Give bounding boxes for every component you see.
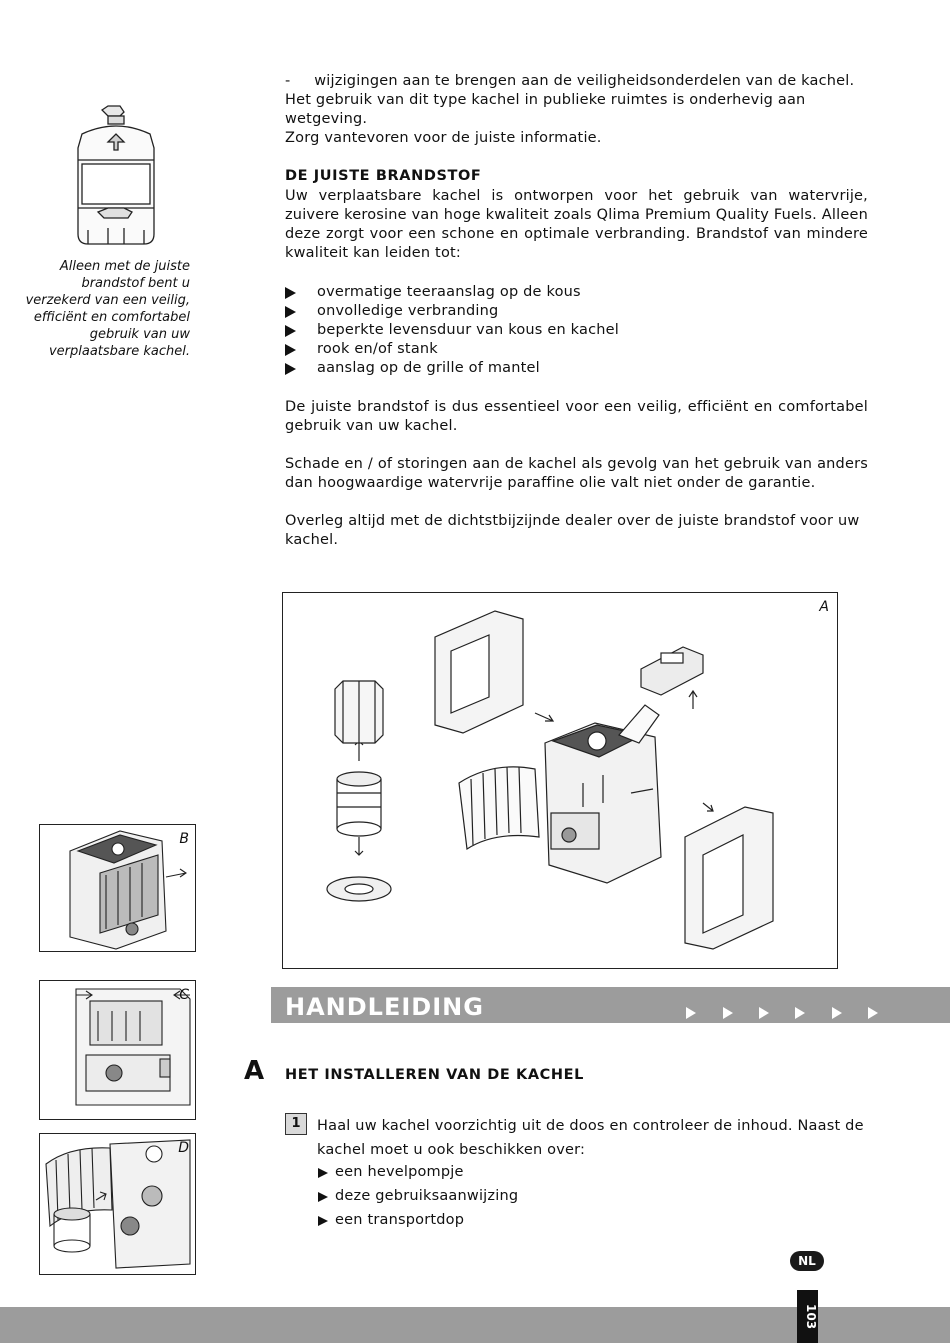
- list-item: onvolledige verbranding: [285, 302, 868, 321]
- fuel-paragraph-4: Overleg altijd met de dichtstbijzijnde dealer over de juiste brandstof voor uw kachel.: [285, 513, 860, 548]
- step-line-2: kachel moet u ook beschikken over:: [317, 1142, 586, 1158]
- list-item: een transportdop: [317, 1211, 717, 1235]
- triangle-bullet-icon: [285, 363, 296, 375]
- list-item: rook en/of stank: [285, 340, 868, 359]
- list-item: deze gebruiksaanwijzing: [317, 1187, 717, 1211]
- language-badge: NL: [790, 1251, 824, 1271]
- intro-block: [285, 72, 875, 148]
- figure-c-heater: [39, 980, 196, 1120]
- arrow-right-icon: [868, 1007, 878, 1019]
- triangle-bullet-icon: [285, 344, 296, 356]
- step-number-badge: 1: [285, 1113, 307, 1135]
- figure-d-heater: [39, 1133, 196, 1275]
- fuel-can-illustration: [68, 104, 164, 248]
- step-text: [317, 1114, 877, 1162]
- intro-dash-text: wijzigingen aan te brengen aan de veiligheidsonderdelen van de kachel.: [314, 73, 855, 89]
- figure-a-label: A: [819, 599, 829, 615]
- triangle-bullet-icon: [285, 325, 296, 337]
- fuel-paragraph-2: De juiste brandstof is dus essentieel voor een veilig, efficiënt en comfortabel gebruik van uw kachel.: [285, 399, 868, 434]
- list-item: overmatige teeraanslag op de kous: [285, 283, 868, 302]
- triangle-bullet-icon: [318, 1216, 328, 1226]
- arrow-right-icon: [759, 1007, 769, 1019]
- list-item: een hevelpompje: [317, 1163, 717, 1187]
- page-number: 103: [797, 1290, 818, 1343]
- fuel-paragraph: Uw verplaatsbare kachel is ontworpen voor het gebruik van watervrije, zuivere kerosine van hoge kwaliteit zoals Qlima Premium Quality Fuels. Alleen deze zorgt voor een schone en optimale verbranding. Brandstof van mindere kwaliteit kan leiden tot:: [285, 188, 868, 261]
- arrow-right-icon: [795, 1007, 805, 1019]
- arrow-right-icon: [723, 1007, 733, 1019]
- fuel-can-caption: Alleen met de juiste brandstof bent u verzekerd van een veilig, efficiënt en comfortabel gebruik van uw verplaatsbare kachel.: [25, 259, 190, 359]
- fuel-heading: DE JUISTE BRANDSTOF: [285, 168, 482, 184]
- figure-b-label: B: [179, 831, 189, 847]
- intro-line-3: Zorg vantevoren voor de juiste informatie.: [285, 130, 602, 146]
- section-letter: A: [244, 1056, 265, 1086]
- intro-dash: -: [285, 73, 291, 89]
- step-line-1: Haal uw kachel voorzichtig uit de doos en controleer de inhoud. Naast de: [317, 1118, 864, 1134]
- fuel-bullet-list: [285, 283, 868, 378]
- triangle-bullet-icon: [318, 1168, 328, 1178]
- banner-arrows: [669, 997, 878, 1025]
- arrow-right-icon: [832, 1007, 842, 1019]
- section-heading: HET INSTALLEREN VAN DE KACHEL: [285, 1067, 584, 1083]
- figure-d-label: D: [178, 1140, 189, 1156]
- triangle-bullet-icon: [285, 306, 296, 318]
- section-banner: [271, 987, 950, 1023]
- figure-b-heater: [39, 824, 196, 952]
- triangle-bullet-icon: [318, 1192, 328, 1202]
- list-item: aanslag op de grille of mantel: [285, 359, 868, 378]
- arrow-right-icon: [686, 1007, 696, 1019]
- fuel-paragraph-3: Schade en / of storingen aan de kachel als gevolg van het gebruik van anders dan hoogwaardige watervrije paraffine olie valt niet onder de garantie.: [285, 456, 868, 491]
- figure-c-label: C: [179, 987, 189, 1003]
- figure-a-exploded-heater: [282, 592, 838, 969]
- intro-line-2: Het gebruik van dit type kachel in publieke ruimtes is onderhevig aan wetgeving.: [285, 92, 806, 127]
- banner-title: HANDLEIDING: [285, 993, 484, 1021]
- intro-dash-line: [285, 72, 875, 91]
- triangle-bullet-icon: [285, 287, 296, 299]
- list-item: beperkte levensduur van kous en kachel: [285, 321, 868, 340]
- required-items-list: [317, 1163, 717, 1235]
